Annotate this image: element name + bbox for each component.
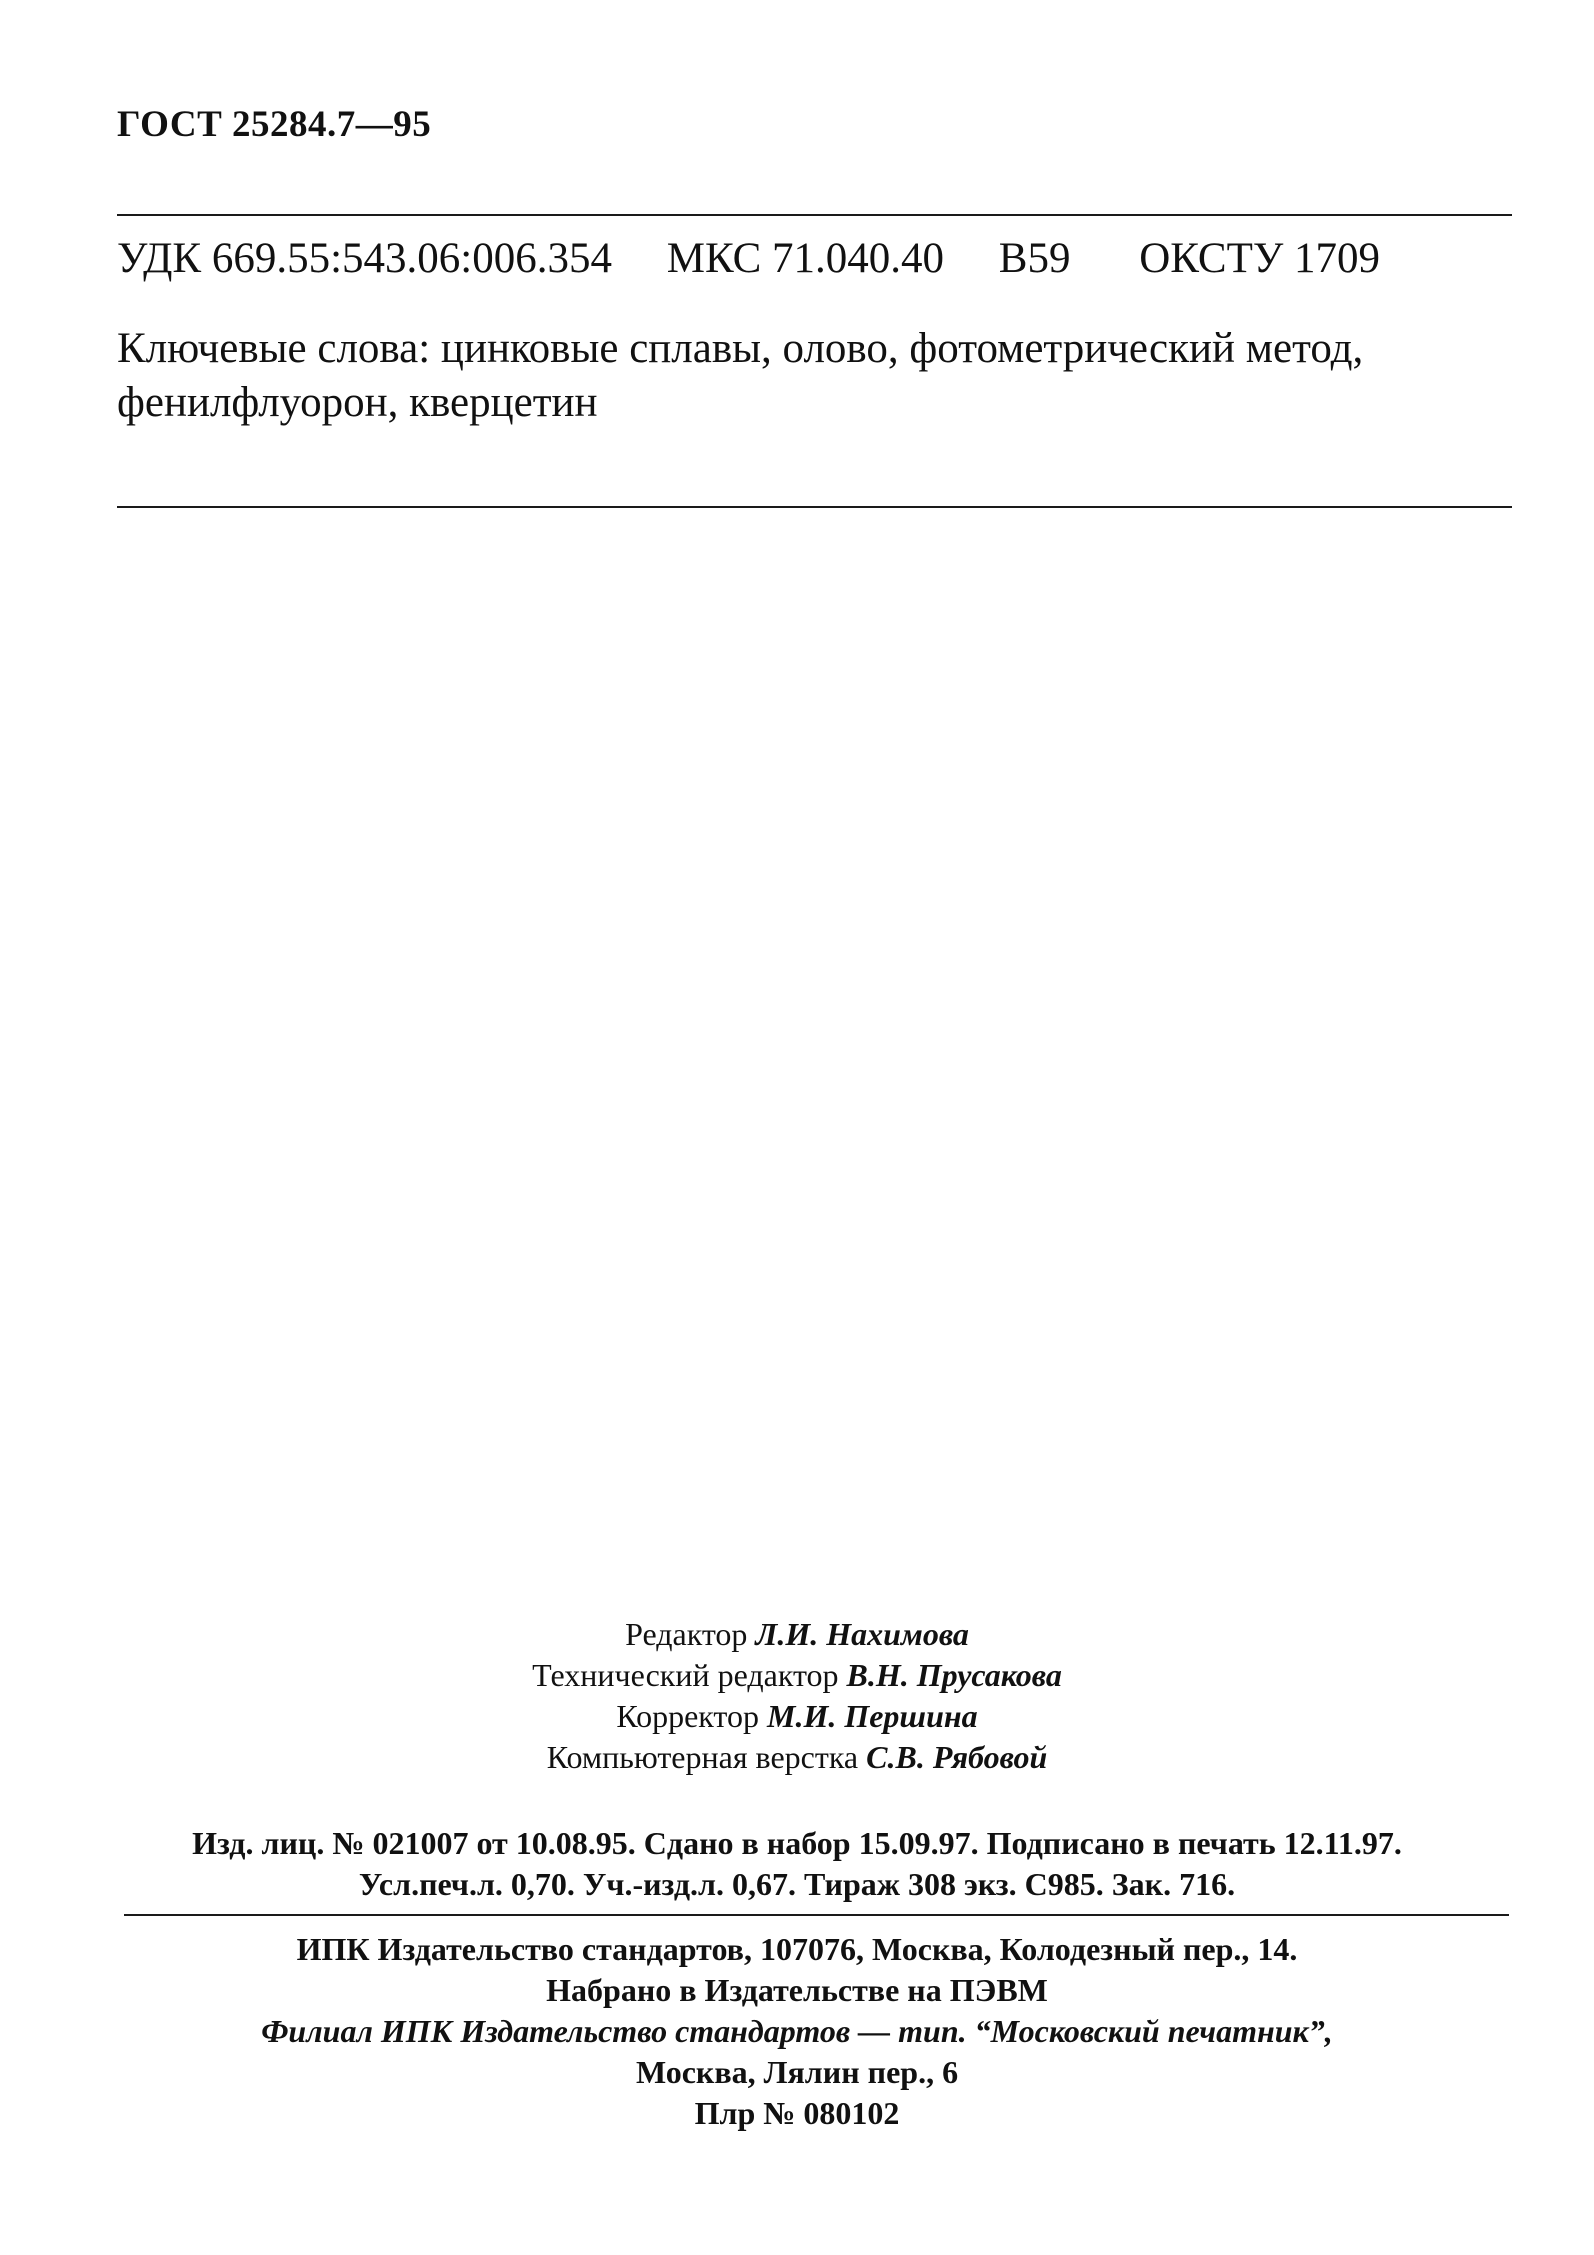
credit-name: М.И. Першина [766, 1698, 978, 1734]
printing-line-2: Усл.печ.л. 0,70. Уч.-изд.л. 0,67. Тираж 308 экз. С985. Зак. 716. [358, 1866, 1236, 1902]
credit-role: Редактор [625, 1616, 748, 1652]
credits-block [0, 1614, 1594, 1778]
publisher-line-1: ИПК Издательство стандартов, 107076, Москва, Колодезный пер., 14. [296, 1931, 1298, 1967]
standard-code-header: ГОСТ 25284.7—95 [117, 104, 432, 145]
credit-role: Корректор [616, 1698, 759, 1734]
group-code: В59 [998, 235, 1071, 282]
credit-tech-editor [0, 1655, 1594, 1696]
udk-code: УДК 669.55:543.06:006.354 [117, 235, 613, 282]
publisher-line-5: Плр № 080102 [694, 2095, 900, 2131]
keywords-line-1: Ключевые слова: цинковые сплавы, олово, фотометрический метод, [117, 325, 1364, 372]
publisher-line-3 [0, 2011, 1594, 2052]
mks-code: МКС 71.040.40 [666, 235, 945, 282]
keywords-block [117, 322, 1517, 430]
okstu-code: ОКСТУ 1709 [1139, 235, 1381, 282]
credit-layout [0, 1737, 1594, 1778]
divider-middle [117, 506, 1512, 508]
credit-editor [0, 1614, 1594, 1655]
publisher-line-2: Набрано в Издательстве на ПЭВМ [546, 1972, 1048, 2008]
keywords-line-2: фенилфлуорон, кверцетин [117, 379, 598, 426]
publisher-line-4: Москва, Лялин пер., 6 [635, 2054, 959, 2090]
credit-role: Компьютерная верстка [546, 1739, 859, 1775]
credit-name: В.Н. Прусакова [846, 1657, 1062, 1693]
publisher-info [0, 1929, 1594, 2134]
divider-bottom [124, 1914, 1509, 1916]
classification-row [117, 234, 1380, 283]
credit-name: Л.И. Нахимова [755, 1616, 969, 1652]
credit-proofreader [0, 1696, 1594, 1737]
credit-name: С.В. Рябовой [866, 1739, 1048, 1775]
divider-top [117, 214, 1512, 216]
printing-info [0, 1823, 1594, 1905]
printing-line-1: Изд. лиц. № 021007 от 10.08.95. Сдано в набор 15.09.97. Подписано в печать 12.11.97. [192, 1825, 1402, 1861]
credit-role: Технический редактор [532, 1657, 839, 1693]
publisher-branch: Филиал ИПК Издательство стандартов — тип. “Московский печатник”, [261, 2013, 1333, 2049]
